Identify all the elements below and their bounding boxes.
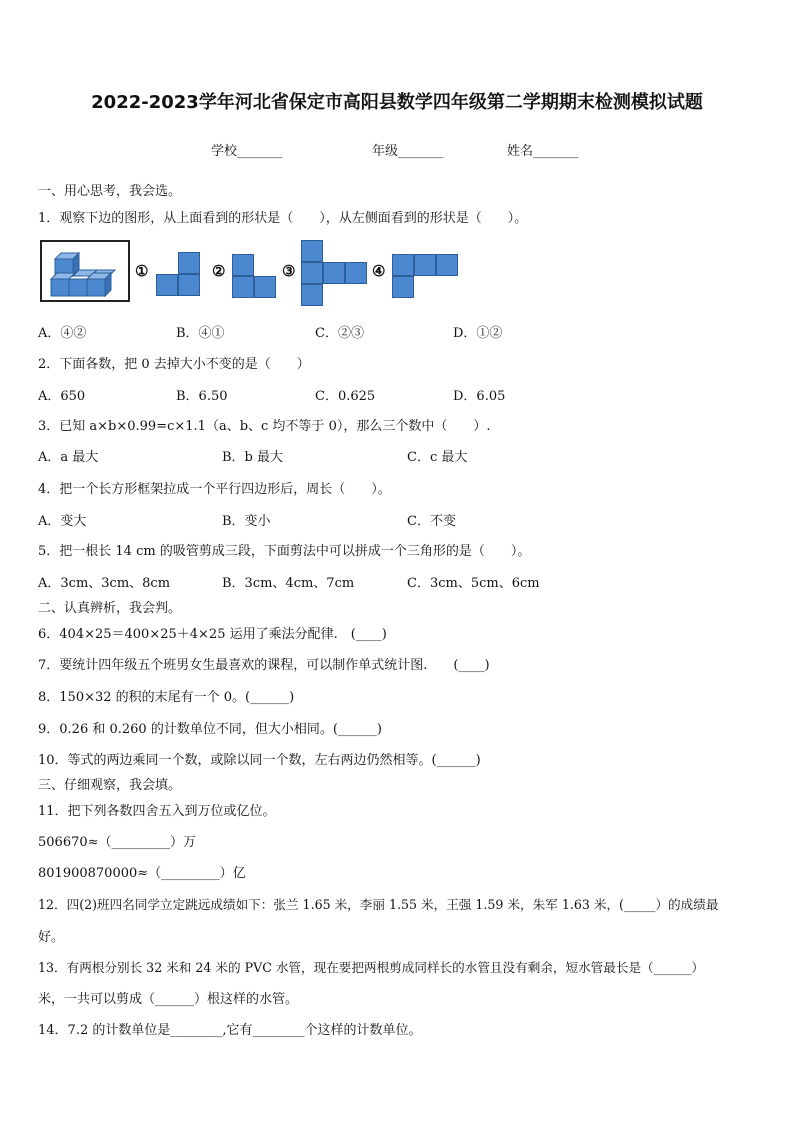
question-11-b: 801900870000≈（_________）亿 bbox=[38, 866, 246, 881]
question-4: 4．把一个长方形框架拉成一个平行四边形后，周长（ ）。 bbox=[38, 482, 391, 497]
school-field: 学校_______ bbox=[211, 144, 283, 159]
q1-option-d[interactable]: D．①② bbox=[453, 326, 503, 341]
question-10: 10．等式的两边乘同一个数，或除以同一个数，左右两边仍然相等。(______) bbox=[38, 753, 481, 768]
question-12-line-1: 12．四(2)班四名同学立定跳远成绩如下：张兰 1.65 米，李丽 1.55 米，王强 1.59 米，朱军 1.63 米，(_____）的成绩最 bbox=[38, 897, 719, 912]
question-3: 3．已知 a×b×0.99=c×1.1（a、b、c 均不等于 0），那么三个数中（ ）. bbox=[38, 419, 491, 434]
q4-option-c[interactable]: C．不变 bbox=[407, 514, 456, 529]
q1-figure bbox=[40, 240, 480, 306]
q3-option-b[interactable]: B．b 最大 bbox=[222, 450, 284, 465]
cube-solid-image bbox=[40, 240, 130, 302]
question-8: 8．150×32 的积的末尾有一个 0。(______) bbox=[38, 690, 295, 705]
grade-field: 年级_______ bbox=[372, 144, 444, 159]
question-1: 1．观察下边的图形，从上面看到的形状是（ ），从左侧面看到的形状是（ ）。 bbox=[38, 211, 528, 226]
q2-option-c[interactable]: C．0.625 bbox=[315, 389, 376, 404]
q4-option-b[interactable]: B．变小 bbox=[222, 514, 271, 529]
section-2-heading: 二、认真辨析，我会判。 bbox=[38, 601, 182, 616]
view-label-4: ④ bbox=[372, 262, 386, 280]
q4-option-a[interactable]: A．变大 bbox=[38, 514, 87, 529]
q2-option-d[interactable]: D．6.05 bbox=[453, 389, 506, 404]
name-field: 姓名_______ bbox=[507, 144, 579, 159]
q1-option-c[interactable]: C．②③ bbox=[315, 326, 364, 341]
q2-option-a[interactable]: A．650 bbox=[38, 389, 86, 404]
section-1-heading: 一、用心思考，我会选。 bbox=[38, 184, 182, 199]
section-3-heading: 三、仔细观察，我会填。 bbox=[38, 778, 182, 793]
q3-option-c[interactable]: C．c 最大 bbox=[407, 450, 468, 465]
question-7: 7．要统计四年级五个班男女生最喜欢的课程，可以制作单式统计图. (____) bbox=[38, 658, 490, 673]
q5-option-a[interactable]: A．3cm、3cm、8cm bbox=[38, 576, 171, 591]
view-label-2: ② bbox=[212, 262, 226, 280]
q1-option-b[interactable]: B．④① bbox=[176, 326, 225, 341]
question-11-a: 506670≈（_________）万 bbox=[38, 835, 197, 850]
question-12-line-2: 好。 bbox=[38, 930, 65, 945]
view-label-1: ① bbox=[135, 262, 149, 280]
q5-option-b[interactable]: B．3cm、4cm、7cm bbox=[222, 576, 355, 591]
question-5: 5．把一根长 14 cm 的吸管剪成三段，下面剪法中可以拼成一个三角形的是（ ）。 bbox=[38, 544, 531, 559]
question-6: 6．404×25＝400×25＋4×25 运用了乘法分配律. (____) bbox=[38, 627, 387, 642]
question-13-line-2: 米，一共可以剪成（______）根这样的水管。 bbox=[38, 992, 299, 1007]
question-9: 9．0.26 和 0.260 的计数单位不同，但大小相同。(______) bbox=[38, 722, 382, 737]
q1-option-a[interactable]: A．④② bbox=[38, 326, 87, 341]
q2-option-b[interactable]: B．6.50 bbox=[176, 389, 228, 404]
question-11: 11．把下列各数四舍五入到万位或亿位。 bbox=[38, 804, 276, 819]
question-13-line-1: 13．有两根分别长 32 米和 24 米的 PVC 水管，现在要把两根剪成同样长的水管且没有剩余，短水管最长是（______） bbox=[38, 960, 705, 975]
question-14: 14．7.2 的计数单位是________,它有________个这样的计数单位。 bbox=[38, 1023, 422, 1038]
q5-option-c[interactable]: C．3cm、5cm、6cm bbox=[407, 576, 540, 591]
q3-option-a[interactable]: A．a 最大 bbox=[38, 450, 99, 465]
page-title: 2022-2023学年河北省保定市高阳县数学四年级第二学期期末检测模拟试题 bbox=[91, 92, 703, 113]
question-2: 2．下面各数，把 0 去掉大小不变的是（ ） bbox=[38, 357, 310, 372]
view-label-3: ③ bbox=[282, 262, 296, 280]
